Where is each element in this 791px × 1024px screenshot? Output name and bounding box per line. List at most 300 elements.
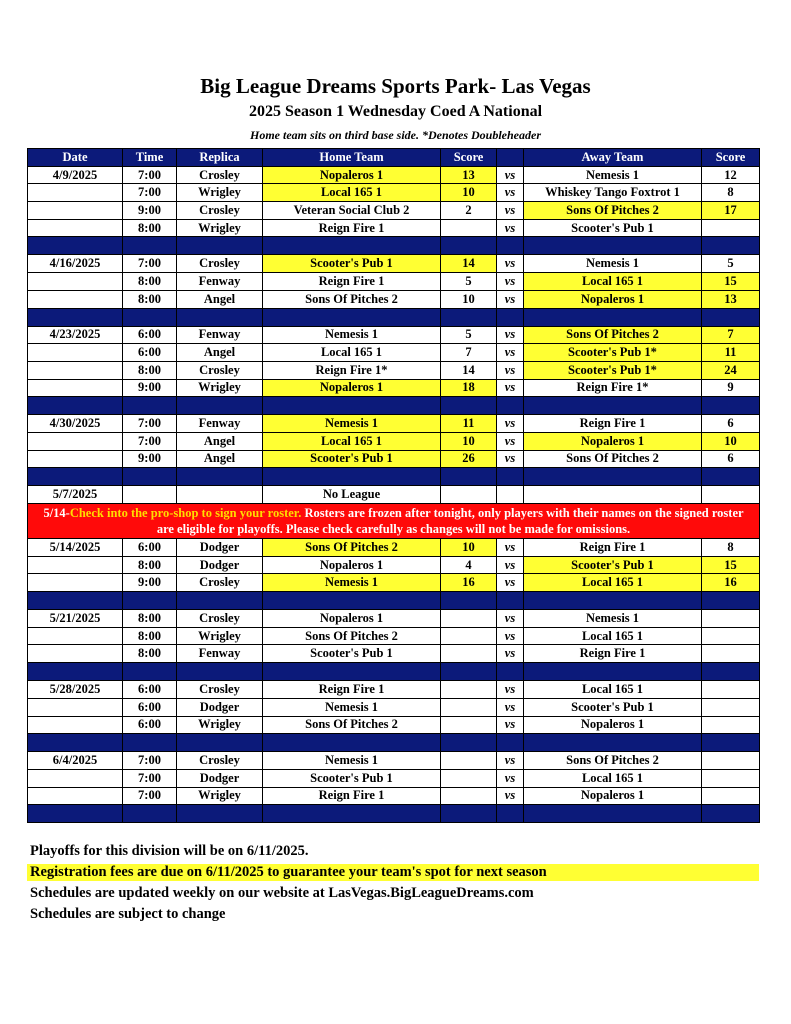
separator-cell — [524, 308, 702, 326]
date-cell: 5/7/2025 — [28, 486, 123, 504]
col-header-vs — [497, 149, 524, 167]
notice-text: Rosters are frozen after tonight, only players with their names on the signed roster are eligible for playoffs. Please check carefully as changes will not be made for omissions. — [156, 506, 744, 536]
table-row — [28, 166, 760, 184]
col-header-home-score: Score — [441, 149, 497, 167]
table-row — [28, 556, 760, 574]
vs-cell: vs — [497, 769, 524, 787]
away-team-cell: Reign Fire 1 — [524, 645, 702, 663]
home-score-cell: 18 — [441, 379, 497, 397]
vs-cell: vs — [497, 716, 524, 734]
away-team-cell: Nemesis 1 — [524, 610, 702, 628]
table-row — [28, 787, 760, 805]
away-score-cell: 17 — [702, 202, 760, 220]
time-cell: 7:00 — [123, 184, 177, 202]
date-cell — [28, 450, 123, 468]
replica-cell: Wrigley — [177, 787, 263, 805]
vs-cell: vs — [497, 645, 524, 663]
home-team-cell: Nemesis 1 — [263, 574, 441, 592]
time-cell: 7:00 — [123, 787, 177, 805]
date-cell: 4/23/2025 — [28, 326, 123, 344]
week-separator — [28, 308, 760, 326]
away-team-cell: Nemesis 1 — [524, 166, 702, 184]
date-cell — [28, 273, 123, 291]
away-team-cell: Nopaleros 1 — [524, 787, 702, 805]
table-header-row — [28, 149, 760, 167]
separator-cell — [441, 734, 497, 752]
away-score-cell: 8 — [702, 184, 760, 202]
home-team-cell: Sons Of Pitches 2 — [263, 290, 441, 308]
replica-cell: Crosley — [177, 202, 263, 220]
date-cell: 4/16/2025 — [28, 255, 123, 273]
home-score-cell: 26 — [441, 450, 497, 468]
time-cell: 6:00 — [123, 698, 177, 716]
separator-cell — [177, 734, 263, 752]
home-score-cell — [441, 627, 497, 645]
table-row — [28, 574, 760, 592]
away-team-cell: Nopaleros 1 — [524, 432, 702, 450]
date-cell — [28, 698, 123, 716]
away-score-cell: 8 — [702, 539, 760, 557]
home-team-cell: Nemesis 1 — [263, 698, 441, 716]
away-team-cell: Nopaleros 1 — [524, 290, 702, 308]
separator-cell — [702, 663, 760, 681]
vs-cell: vs — [497, 290, 524, 308]
separator-cell — [702, 308, 760, 326]
replica-cell: Crosley — [177, 361, 263, 379]
date-cell — [28, 574, 123, 592]
home-team-cell: Nopaleros 1 — [263, 166, 441, 184]
away-score-cell: 24 — [702, 361, 760, 379]
time-cell: 8:00 — [123, 219, 177, 237]
away-score-cell — [702, 787, 760, 805]
away-team-cell: Whiskey Tango Foxtrot 1 — [524, 184, 702, 202]
away-team-cell: Local 165 1 — [524, 574, 702, 592]
table-row — [28, 539, 760, 557]
notice-date: 5/14- — [43, 506, 70, 520]
separator-cell — [524, 592, 702, 610]
away-team-cell: Scooter's Pub 1* — [524, 361, 702, 379]
separator-cell — [263, 468, 441, 486]
time-cell — [123, 486, 177, 504]
table-row — [28, 716, 760, 734]
away-team-cell: Nopaleros 1 — [524, 716, 702, 734]
roster-notice-row — [28, 504, 760, 539]
time-cell: 7:00 — [123, 769, 177, 787]
separator-cell — [28, 734, 123, 752]
home-team-cell: Scooter's Pub 1 — [263, 450, 441, 468]
separator-cell — [524, 805, 702, 823]
home-team-cell: Sons Of Pitches 2 — [263, 716, 441, 734]
vs-cell: vs — [497, 166, 524, 184]
home-team-cell: Nopaleros 1 — [263, 556, 441, 574]
table-row — [28, 450, 760, 468]
vs-cell: vs — [497, 326, 524, 344]
separator-cell — [263, 237, 441, 255]
away-score-cell — [702, 645, 760, 663]
separator-cell — [497, 663, 524, 681]
home-team-cell: Sons Of Pitches 2 — [263, 539, 441, 557]
date-cell — [28, 556, 123, 574]
replica-cell: Crosley — [177, 610, 263, 628]
separator-cell — [123, 805, 177, 823]
home-team-cell: Reign Fire 1 — [263, 273, 441, 291]
home-score-cell — [441, 486, 497, 504]
away-team-cell: Reign Fire 1 — [524, 415, 702, 433]
week-separator — [28, 468, 760, 486]
away-score-cell — [702, 486, 760, 504]
away-score-cell — [702, 698, 760, 716]
time-cell: 7:00 — [123, 255, 177, 273]
vs-cell: vs — [497, 432, 524, 450]
time-cell: 9:00 — [123, 202, 177, 220]
separator-cell — [123, 468, 177, 486]
home-score-cell: 4 — [441, 556, 497, 574]
col-header-time: Time — [123, 149, 177, 167]
away-team-cell: Scooter's Pub 1 — [524, 698, 702, 716]
separator-cell — [28, 397, 123, 415]
date-cell — [28, 627, 123, 645]
separator-cell — [702, 237, 760, 255]
time-cell: 8:00 — [123, 273, 177, 291]
time-cell: 9:00 — [123, 379, 177, 397]
away-score-cell: 15 — [702, 273, 760, 291]
week-separator — [28, 734, 760, 752]
date-cell: 5/14/2025 — [28, 539, 123, 557]
date-cell — [28, 379, 123, 397]
date-cell — [28, 184, 123, 202]
away-score-cell: 6 — [702, 415, 760, 433]
replica-cell: Wrigley — [177, 716, 263, 734]
replica-cell: Dodger — [177, 698, 263, 716]
home-score-cell: 16 — [441, 574, 497, 592]
page-subtitle: 2025 Season 1 Wednesday Coed A National — [248, 103, 543, 120]
away-score-cell — [702, 610, 760, 628]
table-row — [28, 361, 760, 379]
separator-cell — [497, 468, 524, 486]
home-score-cell: 10 — [441, 539, 497, 557]
vs-cell: vs — [497, 202, 524, 220]
away-team-cell: Local 165 1 — [524, 769, 702, 787]
home-team-cell: Nopaleros 1 — [263, 610, 441, 628]
separator-cell — [441, 663, 497, 681]
time-cell: 6:00 — [123, 539, 177, 557]
away-score-cell: 13 — [702, 290, 760, 308]
separator-cell — [28, 308, 123, 326]
vs-cell: vs — [497, 415, 524, 433]
separator-cell — [123, 397, 177, 415]
separator-cell — [702, 397, 760, 415]
replica-cell: Dodger — [177, 769, 263, 787]
home-score-cell: 13 — [441, 166, 497, 184]
home-team-cell: Reign Fire 1 — [263, 787, 441, 805]
separator-cell — [28, 468, 123, 486]
vs-cell: vs — [497, 344, 524, 362]
separator-cell — [702, 805, 760, 823]
separator-cell — [28, 237, 123, 255]
away-score-cell — [702, 681, 760, 699]
separator-cell — [524, 468, 702, 486]
table-row — [28, 698, 760, 716]
separator-cell — [497, 592, 524, 610]
home-team-cell: Nemesis 1 — [263, 415, 441, 433]
replica-cell: Fenway — [177, 326, 263, 344]
col-header-away-team: Away Team — [524, 149, 702, 167]
separator-cell — [441, 397, 497, 415]
date-cell — [28, 361, 123, 379]
vs-cell: vs — [497, 255, 524, 273]
separator-cell — [702, 592, 760, 610]
separator-cell — [263, 592, 441, 610]
home-team-cell: Scooter's Pub 1 — [263, 255, 441, 273]
home-score-cell: 2 — [441, 202, 497, 220]
vs-cell: vs — [497, 273, 524, 291]
separator-cell — [123, 308, 177, 326]
away-score-cell: 12 — [702, 166, 760, 184]
separator-cell — [177, 663, 263, 681]
home-score-cell — [441, 752, 497, 770]
table-row — [28, 752, 760, 770]
vs-cell: vs — [497, 450, 524, 468]
date-cell — [28, 219, 123, 237]
vs-cell: vs — [497, 627, 524, 645]
replica-cell: Fenway — [177, 415, 263, 433]
home-score-cell: 10 — [441, 432, 497, 450]
away-score-cell — [702, 752, 760, 770]
away-team-cell: Sons Of Pitches 2 — [524, 450, 702, 468]
table-row — [28, 432, 760, 450]
separator-cell — [123, 592, 177, 610]
home-score-cell — [441, 698, 497, 716]
separator-cell — [441, 237, 497, 255]
home-score-cell: 5 — [441, 326, 497, 344]
home-team-cell: Scooter's Pub 1 — [263, 769, 441, 787]
table-row — [28, 273, 760, 291]
date-cell — [28, 769, 123, 787]
away-score-cell: 16 — [702, 574, 760, 592]
away-team-cell: Local 165 1 — [524, 273, 702, 291]
replica-cell: Dodger — [177, 556, 263, 574]
separator-cell — [263, 805, 441, 823]
col-header-home-team: Home Team — [263, 149, 441, 167]
time-cell: 8:00 — [123, 556, 177, 574]
home-team-cell: Sons Of Pitches 2 — [263, 627, 441, 645]
home-score-cell: 14 — [441, 255, 497, 273]
table-row — [28, 219, 760, 237]
time-cell: 7:00 — [123, 415, 177, 433]
home-score-cell — [441, 645, 497, 663]
home-score-cell: 14 — [441, 361, 497, 379]
replica-cell: Wrigley — [177, 219, 263, 237]
separator-cell — [524, 237, 702, 255]
col-header-replica: Replica — [177, 149, 263, 167]
away-score-cell — [702, 219, 760, 237]
separator-cell — [702, 468, 760, 486]
home-score-cell — [441, 681, 497, 699]
table-row — [28, 379, 760, 397]
separator-cell — [441, 308, 497, 326]
separator-cell — [441, 805, 497, 823]
home-score-cell — [441, 769, 497, 787]
week-separator — [28, 592, 760, 610]
registration-note: Registration fees are due on 6/11/2025 to guarantee your team's spot for next season — [27, 864, 759, 881]
replica-cell: Crosley — [177, 255, 263, 273]
away-team-cell: Scooter's Pub 1* — [524, 344, 702, 362]
vs-cell: vs — [497, 698, 524, 716]
separator-cell — [524, 734, 702, 752]
time-cell: 8:00 — [123, 610, 177, 628]
table-row — [28, 184, 760, 202]
week-separator — [28, 805, 760, 823]
vs-cell — [497, 486, 524, 504]
separator-cell — [441, 468, 497, 486]
notice-highlight: Check into the pro-shop to sign your roster. — [69, 506, 302, 520]
time-cell: 7:00 — [123, 432, 177, 450]
away-score-cell — [702, 769, 760, 787]
replica-cell: Crosley — [177, 574, 263, 592]
separator-cell — [28, 805, 123, 823]
vs-cell: vs — [497, 787, 524, 805]
vs-cell: vs — [497, 361, 524, 379]
separator-cell — [263, 397, 441, 415]
separator-cell — [497, 308, 524, 326]
replica-cell: Angel — [177, 290, 263, 308]
separator-cell — [524, 663, 702, 681]
replica-cell: Angel — [177, 432, 263, 450]
away-team-cell: Local 165 1 — [524, 627, 702, 645]
separator-cell — [263, 663, 441, 681]
separator-cell — [497, 397, 524, 415]
replica-cell: Crosley — [177, 681, 263, 699]
table-row — [28, 769, 760, 787]
time-cell: 6:00 — [123, 326, 177, 344]
replica-cell: Fenway — [177, 273, 263, 291]
vs-cell: vs — [497, 379, 524, 397]
away-score-cell: 7 — [702, 326, 760, 344]
separator-cell — [263, 308, 441, 326]
date-cell: 4/9/2025 — [28, 166, 123, 184]
replica-cell: Crosley — [177, 166, 263, 184]
home-score-cell: 10 — [441, 184, 497, 202]
replica-cell: Wrigley — [177, 184, 263, 202]
separator-cell — [702, 734, 760, 752]
time-cell: 6:00 — [123, 344, 177, 362]
table-row — [28, 681, 760, 699]
away-team-cell: Sons Of Pitches 2 — [524, 326, 702, 344]
home-score-cell: 10 — [441, 290, 497, 308]
separator-cell — [263, 734, 441, 752]
date-cell: 6/4/2025 — [28, 752, 123, 770]
vs-cell: vs — [497, 219, 524, 237]
table-row — [28, 290, 760, 308]
website-note: Schedules are updated weekly on our website at LasVegas.BigLeagueDreams.com — [30, 885, 534, 901]
home-team-note: Home team sits on third base side. *Denotes Doubleheader — [250, 128, 541, 142]
away-score-cell: 9 — [702, 379, 760, 397]
away-team-cell — [524, 486, 702, 504]
col-header-away-score: Score — [702, 149, 760, 167]
away-score-cell: 15 — [702, 556, 760, 574]
week-separator — [28, 663, 760, 681]
away-score-cell: 11 — [702, 344, 760, 362]
separator-cell — [497, 237, 524, 255]
home-team-cell: Scooter's Pub 1 — [263, 645, 441, 663]
replica-cell: Wrigley — [177, 627, 263, 645]
vs-cell: vs — [497, 574, 524, 592]
separator-cell — [28, 592, 123, 610]
away-score-cell — [702, 716, 760, 734]
col-header-date: Date — [28, 149, 123, 167]
time-cell: 9:00 — [123, 450, 177, 468]
separator-cell — [123, 734, 177, 752]
week-separator — [28, 237, 760, 255]
away-team-cell: Nemesis 1 — [524, 255, 702, 273]
replica-cell: Fenway — [177, 645, 263, 663]
home-team-cell: Reign Fire 1* — [263, 361, 441, 379]
home-team-cell: Reign Fire 1 — [263, 219, 441, 237]
home-score-cell — [441, 610, 497, 628]
home-score-cell: 5 — [441, 273, 497, 291]
time-cell: 8:00 — [123, 290, 177, 308]
time-cell: 8:00 — [123, 645, 177, 663]
vs-cell: vs — [497, 556, 524, 574]
replica-cell: Crosley — [177, 752, 263, 770]
separator-cell — [123, 663, 177, 681]
vs-cell: vs — [497, 681, 524, 699]
home-team-cell: Nemesis 1 — [263, 326, 441, 344]
time-cell: 6:00 — [123, 716, 177, 734]
replica-cell: Dodger — [177, 539, 263, 557]
home-score-cell: 11 — [441, 415, 497, 433]
time-cell: 9:00 — [123, 574, 177, 592]
date-cell — [28, 290, 123, 308]
table-row — [28, 326, 760, 344]
date-cell: 4/30/2025 — [28, 415, 123, 433]
playoffs-note: Playoffs for this division will be on 6/11/2025. — [30, 843, 309, 859]
home-team-cell: Local 165 1 — [263, 344, 441, 362]
table-row — [28, 415, 760, 433]
replica-cell: Angel — [177, 450, 263, 468]
vs-cell: vs — [497, 539, 524, 557]
vs-cell: vs — [497, 184, 524, 202]
replica-cell: Angel — [177, 344, 263, 362]
away-team-cell: Reign Fire 1 — [524, 539, 702, 557]
schedule-table — [27, 148, 760, 823]
table-row — [28, 486, 760, 504]
separator-cell — [441, 592, 497, 610]
separator-cell — [497, 805, 524, 823]
vs-cell: vs — [497, 752, 524, 770]
roster-notice — [28, 504, 760, 539]
replica-cell: Wrigley — [177, 379, 263, 397]
table-row — [28, 627, 760, 645]
separator-cell — [177, 468, 263, 486]
date-cell: 5/21/2025 — [28, 610, 123, 628]
table-row — [28, 202, 760, 220]
date-cell — [28, 432, 123, 450]
replica-cell — [177, 486, 263, 504]
home-score-cell — [441, 219, 497, 237]
time-cell: 7:00 — [123, 166, 177, 184]
date-cell — [28, 787, 123, 805]
home-team-cell: Local 165 1 — [263, 432, 441, 450]
date-cell — [28, 202, 123, 220]
table-row — [28, 344, 760, 362]
time-cell: 6:00 — [123, 681, 177, 699]
away-score-cell: 6 — [702, 450, 760, 468]
date-cell — [28, 645, 123, 663]
separator-cell — [177, 308, 263, 326]
date-cell: 5/28/2025 — [28, 681, 123, 699]
home-score-cell: 7 — [441, 344, 497, 362]
